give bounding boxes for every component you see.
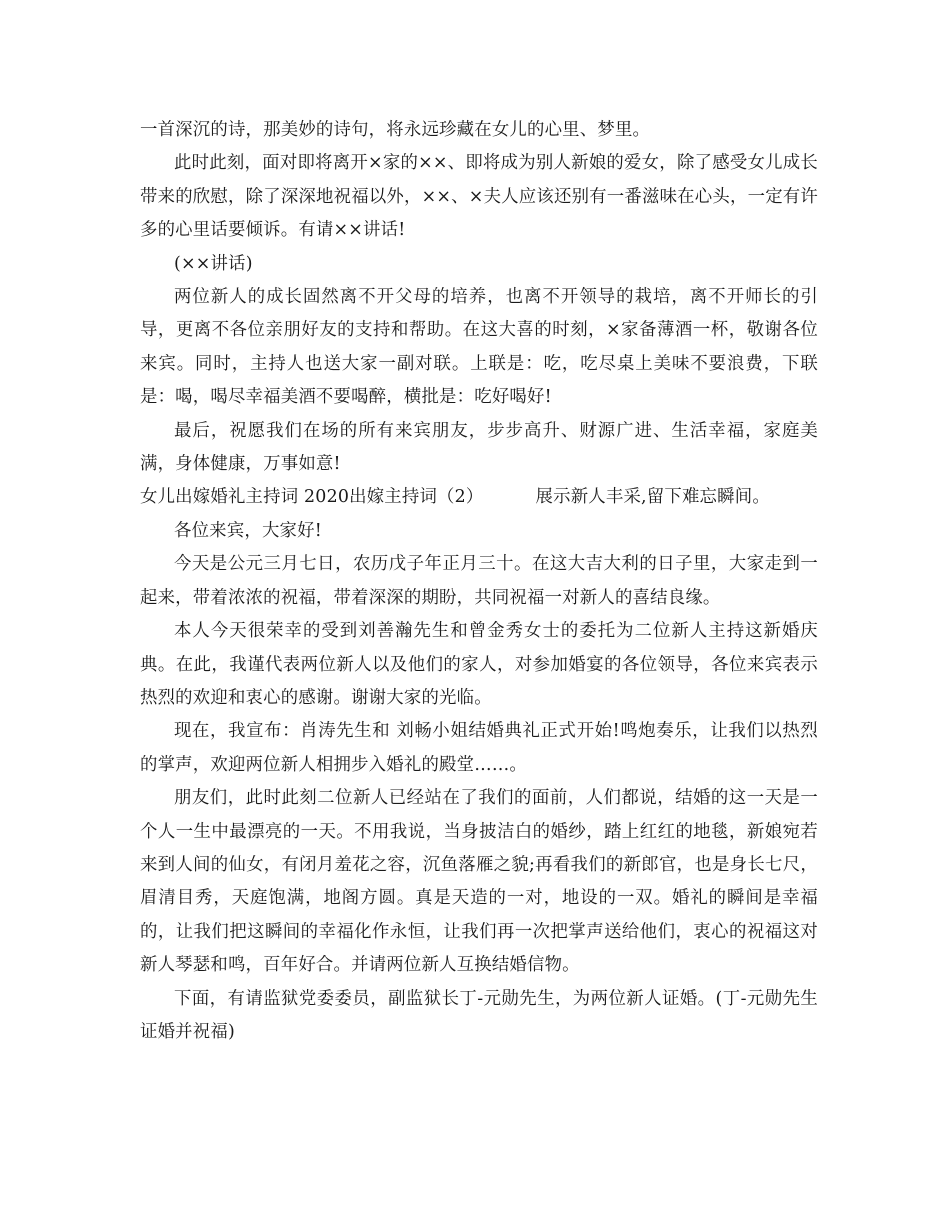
section-heading (140, 481, 818, 514)
paragraph-8: 本人今天很荣幸的受到刘善瀚先生和曾金秀女士的委托为二位新人主持这新婚庆典。在此，我谨代表两位新人以及他们的家人，对参加婚宴的各位领导，各位来宾表示热烈的欢迎和衷心的感谢。谢谢大家的光临。 (140, 621, 818, 708)
paragraph-5: 最后，祝愿我们在场的所有来宾朋友，步步高升、财源广进、生活幸福，家庭美满，身体健康，万事如意! (140, 420, 818, 475)
paragraph-3: (××讲话) (174, 253, 253, 274)
paragraph-6: 各位来宾，大家好! (174, 520, 322, 541)
paragraph-1: 一首深沉的诗，那美妙的诗句，将永远珍藏在女儿的心里、梦里。 (140, 120, 651, 140)
paragraph-2: 此时此刻，面对即将离开×家的××、即将成为别人新娘的爱女，除了感受女儿成长带来的欣慰，除了深深地祝福以外，××、×夫人应该还别有一番滋味在心头，一定有许多的心里话要倾诉。有请××讲话! (140, 153, 818, 241)
paragraph-11: 下面，有请监狱党委委员，副监狱长丁-元勋先生，为两位新人证婚。(丁-元勋先生证婚并祝福) (140, 988, 818, 1042)
paragraph-4: 两位新人的成长固然离不开父母的培养，也离不开领导的栽培，离不开师长的引导，更离不各位亲朋好友的支持和帮助。在这大喜的时刻，×家备薄酒一杯，敬谢各位来宾。同时，主持人也送大家一副对联。上联是：吃，吃尽桌上美味不要浪费，下联是：喝，喝尽幸福美酒不要喝醉，横批是：吃好喝好! (140, 287, 818, 408)
section-heading-subtitle: 展示新人丰采,留下难忘瞬间。 (535, 487, 770, 508)
paragraph-7: 今天是公元三月七日，农历戊子年正月三十。在这大吉大利的日子里，大家走到一起来，带着浓浓的祝福，带着深深的期盼，共同祝福一对新人的喜结良缘。 (140, 554, 818, 608)
paragraph-10: 朋友们，此时此刻二位新人已经站在了我们的面前，人们都说，结婚的这一天是一个人一生中最漂亮的一天。不用我说，当身披洁白的婚纱，踏上红红的地毯，新娘宛若来到人间的仙女，有闭月羞花之容，沉鱼落雁之貌;再看我们的新郎官，也是身长七尺，眉清目秀，天庭饱满，地阁方圆。真是天造的一对，地设的一双。婚礼的瞬间是幸福的，让我们把这瞬间的幸福化作永恒，让我们再一次把掌声送给他们，衷心的祝福这对新人琴瑟和鸣，百年好合。并请两位新人互换结婚信物。 (140, 788, 818, 976)
paragraph-9: 现在，我宣布：肖涛先生和 刘畅小姐结婚典礼正式开始!鸣炮奏乐，让我们以热烈的掌声，欢迎两位新人相拥步入婚礼的殿堂……。 (140, 721, 818, 775)
document-body (140, 114, 818, 1049)
section-heading-title: 女儿出嫁婚礼主持词 2020出嫁主持词（2） (140, 487, 484, 508)
